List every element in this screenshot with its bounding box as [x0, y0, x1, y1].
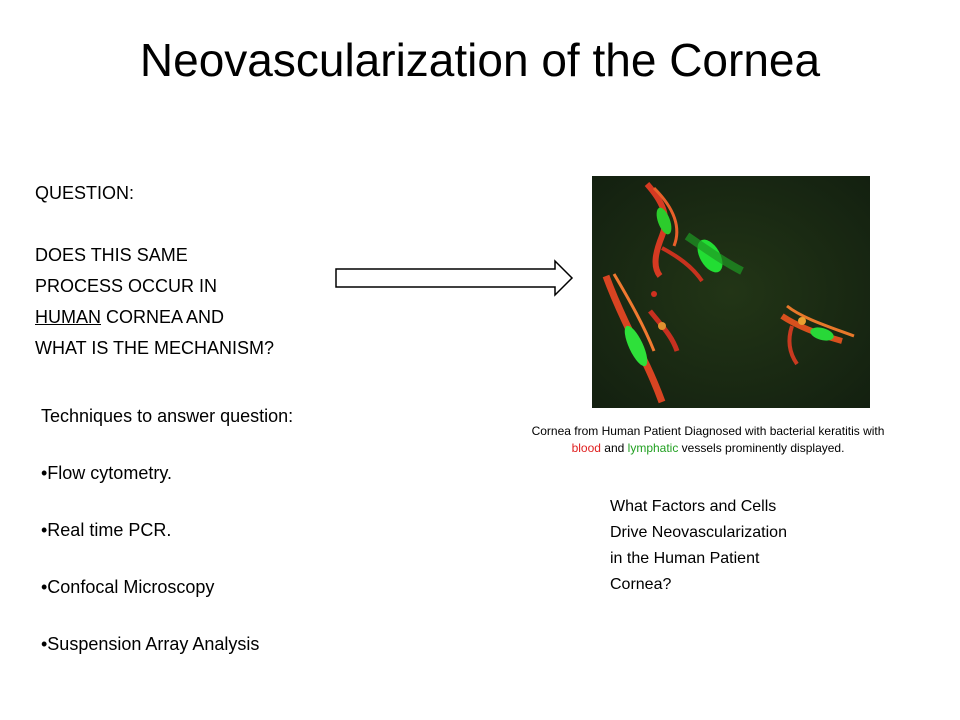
technique-item: •Suspension Array Analysis	[41, 634, 260, 654]
factors-question	[610, 494, 870, 598]
caption-part-1: Cornea from Human Patient Diagnosed with bacterial keratitis with	[531, 424, 885, 438]
human-underlined: HUMAN	[35, 307, 101, 327]
question-line-3	[35, 302, 274, 333]
question-label: QUESTION:	[35, 183, 135, 203]
question-block	[35, 178, 274, 364]
confocal-microscopy-image	[592, 176, 870, 408]
factors-line-2: Drive Neovascularization	[610, 524, 787, 541]
technique-item: •Flow cytometry.	[41, 463, 172, 483]
caption-part-2: and	[600, 441, 628, 455]
techniques-list	[41, 402, 293, 658]
question-line-4: WHAT IS THE MECHANISM?	[35, 338, 275, 358]
question-line-1: DOES THIS SAME	[35, 245, 188, 265]
question-line-3-rest: CORNEA AND	[101, 307, 225, 327]
technique-item: •Confocal Microscopy	[41, 577, 215, 597]
technique-item: •Real time PCR.	[41, 520, 172, 540]
factors-line-3: in the Human Patient	[610, 550, 760, 567]
question-line-2: PROCESS OCCUR IN	[35, 276, 218, 296]
slide-title: Neovascularization of the Cornea	[139, 34, 821, 86]
techniques-heading: Techniques to answer question:	[41, 406, 294, 426]
factors-line-4: Cornea?	[610, 576, 672, 593]
image-caption	[470, 423, 946, 457]
caption-blood: blood	[571, 441, 601, 455]
factors-line-1: What Factors and Cells	[610, 498, 777, 515]
right-arrow-icon	[335, 258, 575, 298]
caption-lymphatic: lymphatic	[627, 441, 679, 455]
caption-part-3: vessels prominently displayed.	[678, 441, 845, 455]
